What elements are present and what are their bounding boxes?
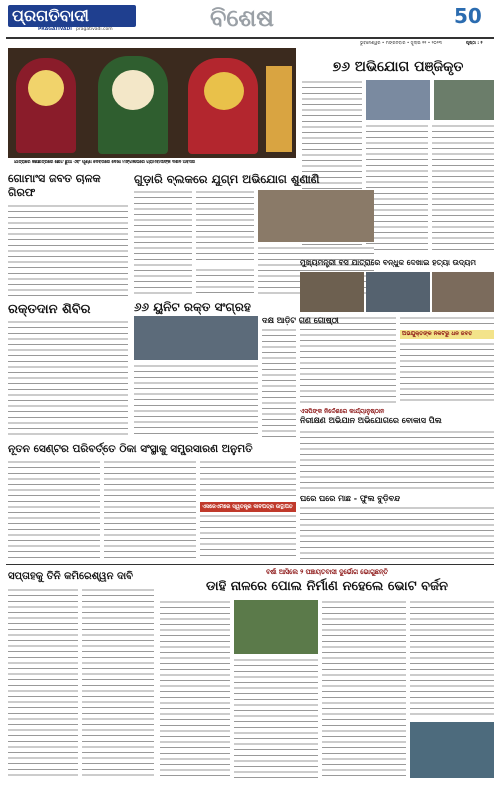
date-line: ଭୁବନେଶ୍ୱର • ମଙ୍ଗଳବାର • ଜୁଲାଇ ୧୧ • ୨୦୨୩ xyxy=(360,40,443,45)
murder-photo-3 xyxy=(432,272,494,312)
kicker-cash-seized xyxy=(400,330,494,339)
complaints-photo-1 xyxy=(366,80,430,120)
complaints-photo-2 xyxy=(434,80,494,120)
deity-photo xyxy=(8,48,296,158)
murder-text-b xyxy=(400,316,494,328)
headline-complaints: ୭୬ ଅଭିଯୋଗ ପଞ୍ଜିକୃତ xyxy=(332,59,464,75)
kicker-sp-action: ଏସପିଙ୍କ ନିର୍ଦ୍ଦେଶରେ କାର୍ଯ୍ୟାନୁଷ୍ଠାନ xyxy=(300,408,385,415)
headline-fish-flower: ଘରେ ଘରେ ମାଛ - ଫୁଲ ବୁଡ଼ିବନ୍ଦ xyxy=(300,494,401,503)
fish-text xyxy=(300,506,494,560)
kicker-rain-suffering: ବର୍ଷା ଆସିଲେ ୨ ପଞ୍ଚାୟତବାସୀ ଦୁର୍ଭୋଗ ଭୋଗୁଛନ୍ତି xyxy=(266,568,388,576)
masthead-logo xyxy=(8,5,136,27)
bridge-text-a xyxy=(160,600,230,778)
headline-new-center: ନୂତନ ସେଣ୍ଟର ପରିବର୍ତ୍ତେ ଠିକା ସଂସ୍ଥାକୁ ସମ୍ପ୍ରସାରଣ ଅନୁମତି xyxy=(8,443,253,455)
murder-text-a xyxy=(300,316,396,404)
new-center-text-a xyxy=(8,460,100,560)
complaints-text-c xyxy=(432,124,494,250)
site-url: pragativadi.com xyxy=(76,27,113,32)
anniversary-badge xyxy=(448,2,492,32)
headline-weekly-demand: ସପ୍ତାହକୁ ତିନି କମିରେଶ୍ୱନ ଦାବି xyxy=(8,571,133,582)
bridge-photo-2 xyxy=(410,722,494,778)
weekly-text-b xyxy=(82,588,154,778)
grievance-photo xyxy=(258,190,374,242)
blood-text-a xyxy=(134,364,258,438)
headline-audit: ଦକ୍ଷ ଆଡ଼ିଟ ଗଣ ଗୋଷ୍ଠୀ xyxy=(262,316,339,325)
headline-grievance-hearing: ଗୁଡ଼ାରି ବ୍ଲକରେ ଯୁଗ୍ମ ଅଭିଯୋଗ ଶୁଣାଣି xyxy=(134,172,320,186)
logo-text: ପ୍ରଗତିବାଦୀ xyxy=(12,7,89,25)
kicker-sjm xyxy=(200,502,296,512)
bridge-text-d xyxy=(410,600,494,718)
murder-photo-2 xyxy=(366,272,430,312)
new-center-text-d xyxy=(200,514,296,560)
bridge-text-c xyxy=(322,600,406,778)
complaints-text-b xyxy=(366,124,428,250)
bridge-photo-1 xyxy=(234,600,318,654)
section-title: ବିଶେଷ xyxy=(210,4,274,32)
weekly-text-a xyxy=(8,588,78,778)
headline-inspection: ନିରୀକ୍ଷଣ ଅଭିଯାନ ଅଭିଯୋଗରେ ବୋକାସ ପିଲ xyxy=(300,416,442,425)
masthead xyxy=(0,0,500,38)
bridge-text-b xyxy=(234,658,318,778)
headline-blood-units: ୬୬ ୟୁନିଟ ରକ୍ତ ସଂଗ୍ରହ xyxy=(134,300,251,314)
headline-blood-camp: ରକ୍ତଦାନ ଶିବିର xyxy=(8,302,91,317)
murder-photo-1 xyxy=(300,272,364,312)
beef-text xyxy=(8,204,128,300)
new-center-text-c xyxy=(200,460,296,500)
page-number: ପୃଷ୍ଠା : ୨ xyxy=(466,40,483,45)
masthead-rule xyxy=(6,37,494,39)
inspection-text xyxy=(300,430,494,490)
headline-murder-attempt: ମୁଖ୍ୟମନ୍ତ୍ରୀ ବସ ଯାତ୍ରାରେ ବନ୍ଧୁକ ଦେଖାଇ ହତ୍ୟା ଉଦ୍ୟମ xyxy=(300,258,477,267)
murder-text-c xyxy=(400,342,494,404)
grievance-text-a xyxy=(134,190,192,294)
logo-subtitle: PRAGATIVADI xyxy=(38,27,72,32)
kicker-sjm-text: ଏସଜେଏମରେ ସ୍ୱତନ୍ତ୍ର ଦାବିପତ୍ର ଉତ୍ଥାପିତ xyxy=(202,503,293,510)
audit-text xyxy=(262,328,296,438)
headline-beef-seized: ଗୋମାଂସ ଜବତ ଚାଳକ ଗିରଫ xyxy=(8,172,101,199)
anniversary-number: 50 xyxy=(454,4,482,28)
grievance-text-b xyxy=(196,190,254,264)
bottom-divider xyxy=(6,564,494,565)
headline-vote-boycott: ଡାହି ନାଳରେ ପୋଲ ନିର୍ମାଣ ନହେଲେ ଭୋଟ ବର୍ଜନ xyxy=(206,579,448,594)
kicker-cash-seized-text: ଅଭିଯୁକ୍ତଙ୍କ ନିକଟରୁ ଧନ ଜବତ xyxy=(402,331,473,337)
blood-photo xyxy=(134,316,258,360)
new-center-text-b xyxy=(104,460,196,560)
blood-camp-text xyxy=(8,320,128,436)
photo-caption: ଯାତ୍ରାରେ କିଛିଛାତ୍ରରେ ଛୋଟ ଛୁଆ ଏବଂ ପୂର୍ଣ୍ଣ ଦେବିତାରେ ଦେଖା ମଙ୍ଗଳାଘରେ ଗ୍ରାମବାସୀଙ୍କ ଦର୍ଶନ ଅବସର xyxy=(14,160,196,165)
grievance-text-d xyxy=(196,268,254,294)
